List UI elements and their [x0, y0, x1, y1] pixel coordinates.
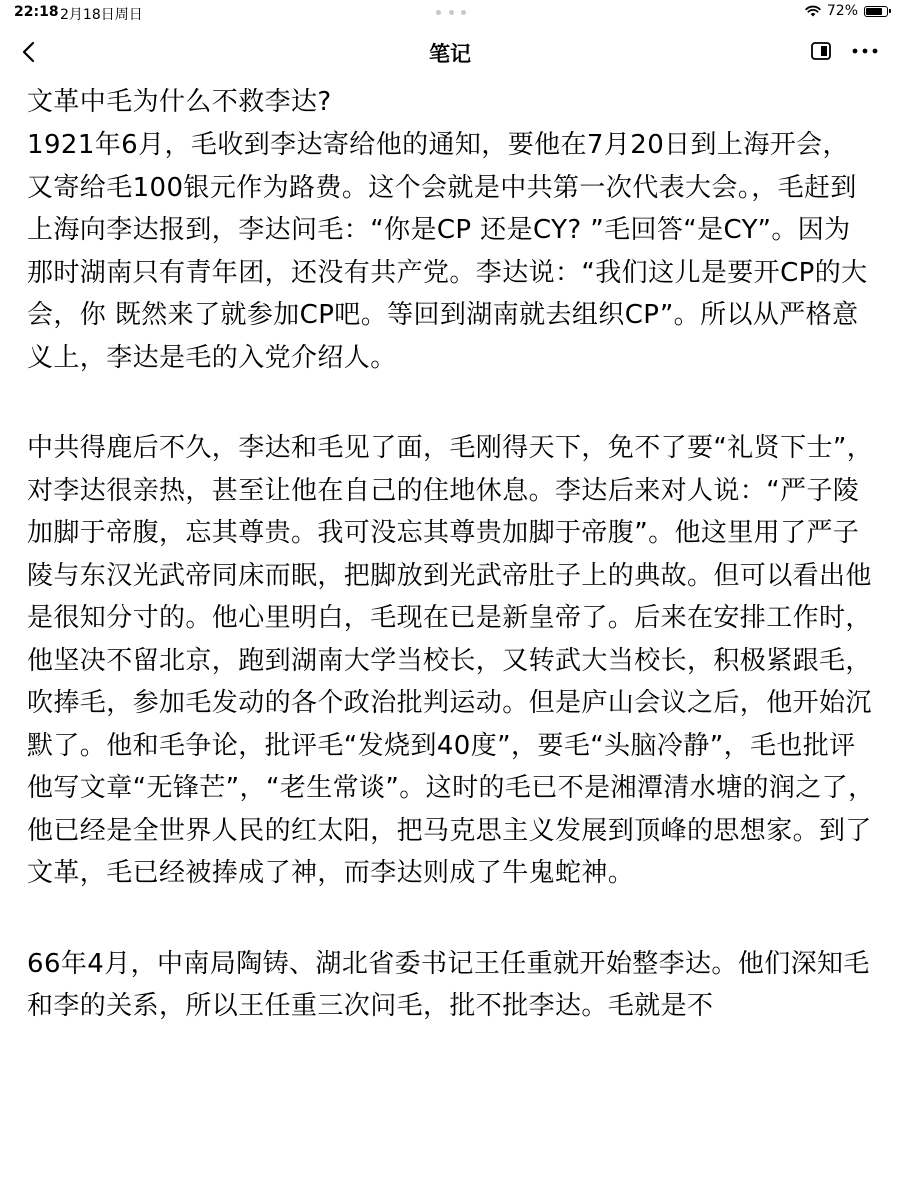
- reader-mode-icon[interactable]: [810, 40, 832, 62]
- note-content[interactable]: [27, 84, 875, 1076]
- battery-level-fill: [866, 8, 882, 15]
- note-paragraph-2: 中共得鹿后不久，李达和毛见了面，毛刚得天下，免不了要“礼贤下士”，对李达很亲热，甚至让他在自己的住地休息。李达后来对人说：“严子陵加脚于帝腹，忘其尊贵。我可没忘其尊贵加脚于帝腹”。他这里用了严子陵与东汉光武帝同床而眠，把脚放到光武帝肚子上的典故。但可以看出他是很知分寸的。他心里明白，毛现在已是新皇帝了。后来在安排工作时，他坚决不留北京，跑到湖南大学当校长，又转武大当校长，积极紧跟毛，吹捧毛，参加毛发动的各个政治批判运动。但是庐山会议之后，他开始沉默了。他和毛争论，批评毛“发烧到40度”，要毛“头脑冷静”，毛也批评他写文章“无锋芒”，“老生常谈”。这时的毛已不是湘潭清水塘的润之了，他已经是全世界人民的红太阳，把马克思主义发展到顶峰的思想家。到了文革，毛已经被捧成了神，而李达则成了牛鬼蛇神。: [27, 433, 875, 888]
- battery-icon: [864, 6, 888, 17]
- page-title: 笔记: [429, 42, 471, 66]
- note-title: 文革中毛为什么不救李达?: [27, 87, 332, 117]
- status-time: 22:18: [14, 4, 59, 20]
- status-date: 2月18日周日: [60, 7, 143, 23]
- note-paragraph-1: 1921年6月，毛收到李达寄给他的通知，要他在7月20日到上海开会，又寄给毛100银元作为路费。这个会就是中共第一次代表大会。，毛赶到上海向李达报到，李达问毛：“你是CP 还是CY? ”毛回答“是CY”。因为那时湖南只有青年团，还没有共产党。李达说：“我们这儿是要开CP的大会，你 既然来了就参加CP吧。等回到湖南就去组织CP”。所以从严格意义上，李达是毛的入党介绍人。: [27, 130, 868, 373]
- navigation-bar: [0, 30, 900, 74]
- multitasking-dots-icon[interactable]: [436, 10, 466, 16]
- more-dots-icon[interactable]: [850, 40, 880, 62]
- battery-percent: 72%: [826, 3, 858, 19]
- status-bar: [0, 0, 900, 26]
- wifi-icon: [805, 4, 821, 18]
- status-indicators: [805, 3, 888, 19]
- note-paragraph-3: 66年4月，中南局陶铸、湖北省委书记王任重就开始整李达。他们深知毛和李的关系，所以王任重三次问毛，批不批李达。毛就是不: [27, 948, 870, 1021]
